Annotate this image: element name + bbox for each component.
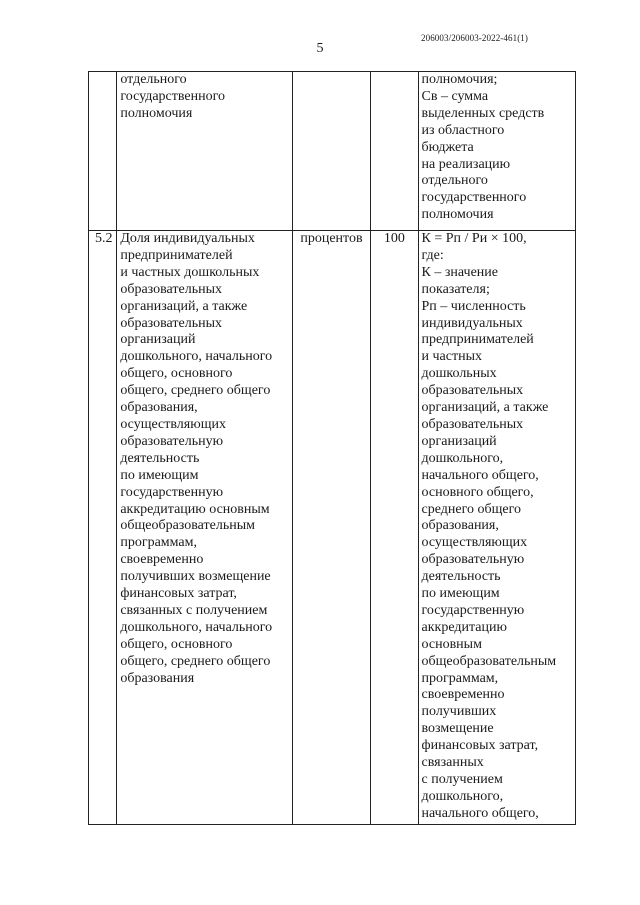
unit-cell: процентов xyxy=(292,231,371,825)
formula-line: образования, xyxy=(421,518,499,534)
indicator-name-line: осуществляющих xyxy=(120,416,226,432)
formula-line: дошкольного, xyxy=(421,450,504,466)
indicator-name-line: организаций xyxy=(120,332,196,348)
row-number-cell xyxy=(89,72,117,231)
formula-line: по имеющим xyxy=(421,586,500,602)
indicator-name-line: общего, основного xyxy=(120,366,233,382)
indicator-name-line: и частных дошкольных xyxy=(120,264,260,280)
indicator-name-line: образования xyxy=(120,670,195,686)
table-row xyxy=(89,231,576,825)
formula-line: отдельного xyxy=(421,173,488,189)
formula-line: с получением xyxy=(421,772,503,787)
indicator-name-line: полномочия xyxy=(120,105,193,121)
formula-line: дошкольных xyxy=(421,366,497,382)
formula-line: образовательных xyxy=(421,416,524,432)
formula-line: полномочия xyxy=(421,207,494,223)
value-cell xyxy=(371,72,418,231)
formula-line: дошкольного, xyxy=(421,788,504,804)
indicator-name-line: организаций, а также xyxy=(120,298,248,314)
formula-line: полномочия; xyxy=(421,72,498,87)
indicator-name-line: дошкольного, начального xyxy=(120,619,273,635)
formula-line: образовательных xyxy=(421,383,524,399)
formula-line: программам, xyxy=(421,670,499,686)
formula-line: на реализацию xyxy=(421,156,511,172)
formula-line: государственную xyxy=(421,602,525,618)
formula-line: аккредитацию xyxy=(421,619,507,635)
unit-cell xyxy=(292,72,371,231)
formula-line: связанных xyxy=(421,755,484,771)
indicator-name-line: общего, основного xyxy=(120,636,233,652)
indicators-table xyxy=(88,71,576,825)
formula-line: Рп – численность xyxy=(421,298,526,314)
indicator-name-line: государственную xyxy=(120,484,224,500)
formula-line: государственного xyxy=(421,190,527,206)
indicator-name-line: связанных с получением xyxy=(120,602,268,618)
table-row xyxy=(89,72,576,231)
indicator-name-line: финансовых затрат, xyxy=(120,586,237,602)
formula-line: своевременно xyxy=(421,687,505,703)
formula-line: получивших xyxy=(421,704,497,720)
formula-line: показателя; xyxy=(421,281,490,297)
indicator-name-line: общего, среднего общего xyxy=(120,383,271,399)
indicator-name-line: предпринимателей xyxy=(120,247,233,263)
indicator-name-line: своевременно xyxy=(120,552,204,568)
formula-line: общеобразовательным xyxy=(421,653,557,669)
indicator-name-line: по имеющим xyxy=(120,467,199,483)
formula-line: К = Рп / Ри × 100, xyxy=(421,231,527,246)
indicator-name-line: деятельность xyxy=(120,450,200,466)
formula-line: основным xyxy=(421,636,482,652)
formula-line: организаций xyxy=(421,433,497,449)
formula-line: индивидуальных xyxy=(421,315,523,331)
document-id: 206003/206003-2022-461(1) xyxy=(421,33,528,43)
row-number-cell: 5.2 xyxy=(89,231,117,825)
formula-line: Св – сумма xyxy=(421,88,489,104)
formula-line: возмещение xyxy=(421,721,494,737)
formula-line: основного общего, xyxy=(421,484,534,500)
formula-line: из областного xyxy=(421,122,505,138)
indicator-name-line: государственного xyxy=(120,88,226,104)
indicator-name-line: Доля индивидуальных xyxy=(120,231,255,246)
indicator-name-line: общего, среднего общего xyxy=(120,653,271,669)
indicator-name-line: аккредитацию основным xyxy=(120,501,270,517)
formula-line: и частных xyxy=(421,349,482,365)
formula-cell xyxy=(418,72,575,231)
formula-line: начального общего, xyxy=(421,467,539,483)
indicator-name-line: образовательных xyxy=(120,315,222,331)
formula-line: предпринимателей xyxy=(421,332,534,348)
indicator-name-cell xyxy=(117,72,292,231)
indicator-name-line: отдельного xyxy=(120,72,187,87)
formula-line: осуществляющих xyxy=(421,535,528,551)
formula-line: бюджета xyxy=(421,139,474,155)
indicator-name-line: получивших возмещение xyxy=(120,569,271,585)
formula-line: где: xyxy=(421,247,444,263)
indicator-name-line: образовательную xyxy=(120,433,224,449)
formula-line: организаций, а также xyxy=(421,400,549,416)
formula-line: деятельность xyxy=(421,569,501,585)
value-cell: 100 xyxy=(371,231,418,825)
formula-line: начального общего, xyxy=(421,805,539,821)
page-number: 5 xyxy=(316,41,324,56)
indicator-name-cell xyxy=(117,231,292,825)
formula-line: образовательную xyxy=(421,552,525,568)
indicator-name-line: образования, xyxy=(120,400,198,416)
indicator-name-line: программам, xyxy=(120,535,197,551)
formula-cell xyxy=(418,231,575,825)
indicator-name-line: дошкольного, начального xyxy=(120,349,273,365)
indicator-name-line: образовательных xyxy=(120,281,222,297)
formula-line: К – значение xyxy=(421,264,498,280)
formula-line: выделенных средств xyxy=(421,105,545,121)
formula-line: среднего общего xyxy=(421,501,521,517)
formula-line: финансовых затрат, xyxy=(421,738,539,754)
indicator-name-line: общеобразовательным xyxy=(120,518,255,534)
